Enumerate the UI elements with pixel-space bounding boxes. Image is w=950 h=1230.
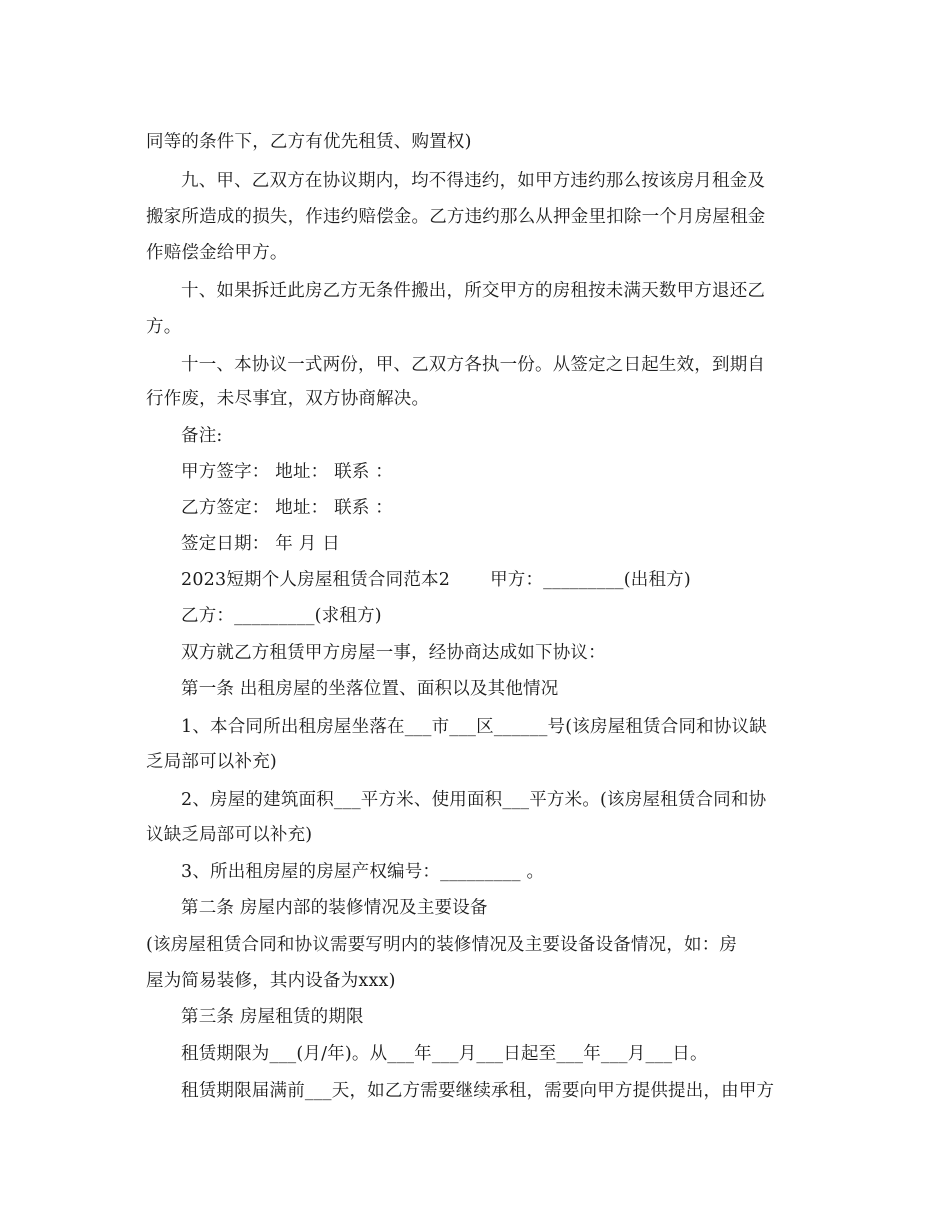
article-one-heading: 第一条 出租房屋的坐落位置、面积以及其他情况 bbox=[181, 679, 559, 699]
contract-title: 2023短期个人房屋租赁合同范本2 bbox=[181, 570, 451, 590]
text-line: 行作废，未尽事宜，双方协商解决。 bbox=[146, 389, 430, 409]
text-line: 方。 bbox=[146, 317, 182, 337]
party-b-signature-line: 乙方签定： 地址： 联系 ： bbox=[181, 498, 393, 518]
text-line: 作赔偿金给甲方。 bbox=[146, 243, 288, 263]
party-a-signature-line: 甲方签字： 地址： 联系 ： bbox=[181, 462, 393, 482]
contract-title-line bbox=[181, 569, 851, 591]
clause-eleven: 十一、本协议一式两份，甲、乙双方各执一份。从签定之日起生效，到期自 bbox=[181, 355, 766, 375]
article-two-note: (该房屋租赁合同和协议需要写明内的装修情况及主要设备设备情况，如：房 bbox=[146, 935, 738, 955]
lease-renewal-line: 租赁期限届满前___天，如乙方需要继续承租，需要向甲方提供提出，由甲方 bbox=[181, 1081, 775, 1101]
clause-nine: 九、甲、乙双方在协议期内，均不得违约，如甲方违约那么按该房月租金及 bbox=[181, 171, 766, 191]
remarks-label: 备注: bbox=[181, 426, 223, 446]
lease-term-line: 租赁期限为___(月/年)。从___年___月___日起至___年___月___日。 bbox=[181, 1044, 708, 1064]
text-line: 屋为简易装修，其内设备为xxx) bbox=[146, 971, 396, 991]
text-line: 同等的条件下，乙方有优先租赁、购置权) bbox=[146, 132, 472, 152]
article-two-heading: 第二条 房屋内部的装修情况及主要设备 bbox=[181, 898, 488, 918]
article-one-item-2: 2、房屋的建筑面积___平方米、使用面积___平方米。(该房屋租赁合同和协 bbox=[181, 790, 767, 810]
text-line: 搬家所造成的损失，作违约赔偿金。乙方违约那么从押金里扣除一个月房屋租金 bbox=[146, 207, 766, 227]
agreement-intro: 双方就乙方租赁甲方房屋一事，经协商达成如下协议： bbox=[181, 643, 606, 663]
signing-date-line: 签定日期： 年 月 日 bbox=[181, 534, 340, 554]
article-one-item-3: 3、所出租房屋的房屋产权编号：_________ 。 bbox=[181, 862, 545, 882]
clause-ten: 十、如果拆迁此房乙方无条件搬出，所交甲方的房租按未满天数甲方退还乙 bbox=[181, 281, 766, 301]
text-line: 乏局部可以补充) bbox=[146, 752, 277, 772]
text-line: 议缺乏局部可以补充) bbox=[146, 825, 313, 845]
article-three-heading: 第三条 房屋租赁的期限 bbox=[181, 1007, 364, 1027]
party-b-blank: 乙方：_________(求租方) bbox=[181, 606, 382, 626]
party-a-blank: 甲方：_________(出租方) bbox=[490, 570, 691, 590]
article-one-item-1: 1、本合同所出租房屋坐落在___市___区______号(该房屋租赁合同和协议缺 bbox=[181, 717, 767, 737]
